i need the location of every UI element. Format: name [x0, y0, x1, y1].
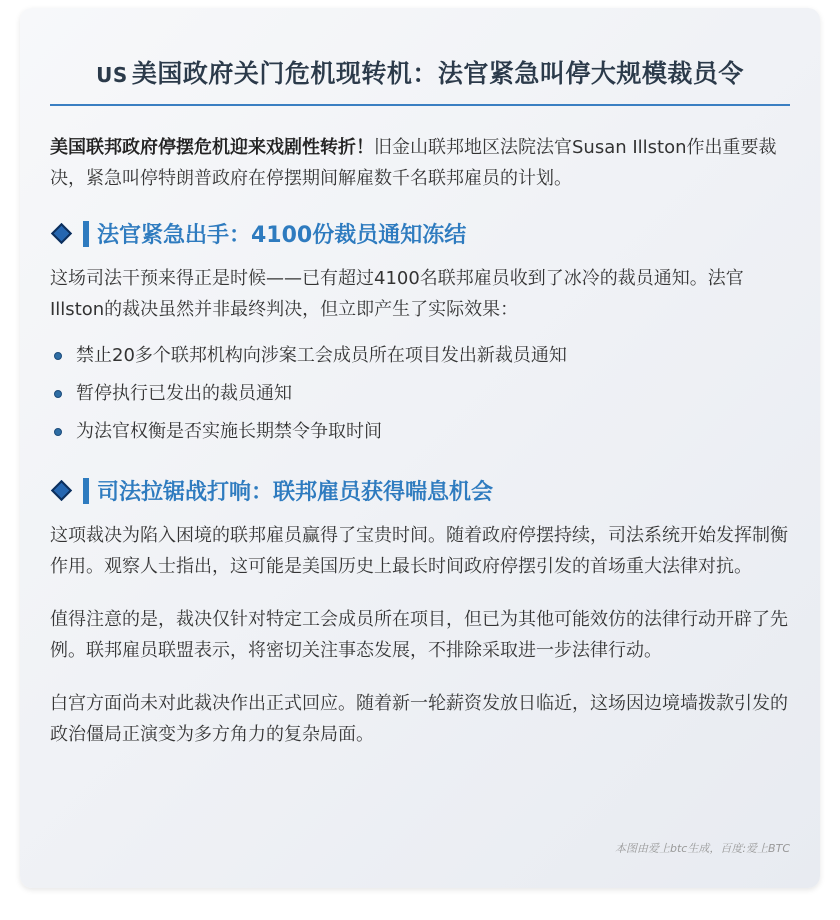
bullet-dot-icon — [54, 352, 62, 360]
intro-paragraph — [50, 132, 790, 194]
diamond-icon — [51, 480, 72, 501]
title-block — [50, 54, 790, 106]
list-item — [50, 337, 790, 375]
us-flag-icon: US — [96, 63, 128, 87]
bullet-dot-icon — [54, 428, 62, 436]
section-2-paragraph-1: 这项裁决为陷入困境的联邦雇员赢得了宝贵时间。随着政府停摆持续，司法系统开始发挥制衡作用。观察人士指出，这可能是美国历史上最长时间政府停摆引发的首场重大法律对抗。 — [50, 525, 788, 577]
intro-text: 旧金山联邦地区法院法官Susan Illston作出重要裁决，紧急叫停特朗普政府在停摆期间解雇数千名联邦雇员的计划。 — [50, 137, 777, 189]
heading-bar — [83, 221, 89, 247]
bullet-dot-icon — [54, 390, 62, 398]
article-card — [20, 8, 820, 888]
list-item-text: 禁止20多个联邦机构向涉案工会成员所在项目发出新裁员通知 — [76, 345, 567, 366]
list-item-text: 暂停执行已发出的裁员通知 — [76, 383, 292, 404]
section-heading-2 — [50, 475, 790, 506]
section-2-paragraph-3: 白宫方面尚未对此裁决作出正式回应。随着新一轮薪资发放日临近，这场因边境墙拨款引发的政治僵局正演变为多方角力的复杂局面。 — [50, 693, 788, 745]
heading-bar — [83, 478, 89, 504]
diamond-icon — [51, 223, 72, 244]
footer-credit: 本图由爱上btc生成，百度:爱上BTC — [615, 842, 790, 855]
list-item — [50, 413, 790, 451]
bullet-list — [50, 337, 790, 451]
section-1-paragraph: 这场司法干预来得正是时候——已有超过4100名联邦雇员收到了冰冷的裁员通知。法官Illston的裁决虽然并非最终判决，但立即产生了实际效果： — [50, 268, 744, 320]
section-heading-1 — [50, 218, 790, 249]
section-heading-1-text: 法官紧急出手：4100份裁员通知冻结 — [97, 223, 467, 248]
page-title-text: 美国政府关门危机现转机：法官紧急叫停大规模裁员令 — [131, 59, 744, 88]
intro-bold: 美国联邦政府停摆危机迎来戏剧性转折！ — [50, 137, 374, 158]
section-heading-2-text: 司法拉锯战打响：联邦雇员获得喘息机会 — [97, 480, 494, 505]
list-item-text: 为法官权衡是否实施长期禁令争取时间 — [76, 421, 382, 442]
section-2-paragraph-2: 值得注意的是，裁决仅针对特定工会成员所在项目，但已为其他可能效仿的法律行动开辟了先例。联邦雇员联盟表示，将密切关注事态发展，不排除采取进一步法律行动。 — [50, 609, 788, 661]
page-title — [50, 54, 790, 90]
list-item — [50, 375, 790, 413]
